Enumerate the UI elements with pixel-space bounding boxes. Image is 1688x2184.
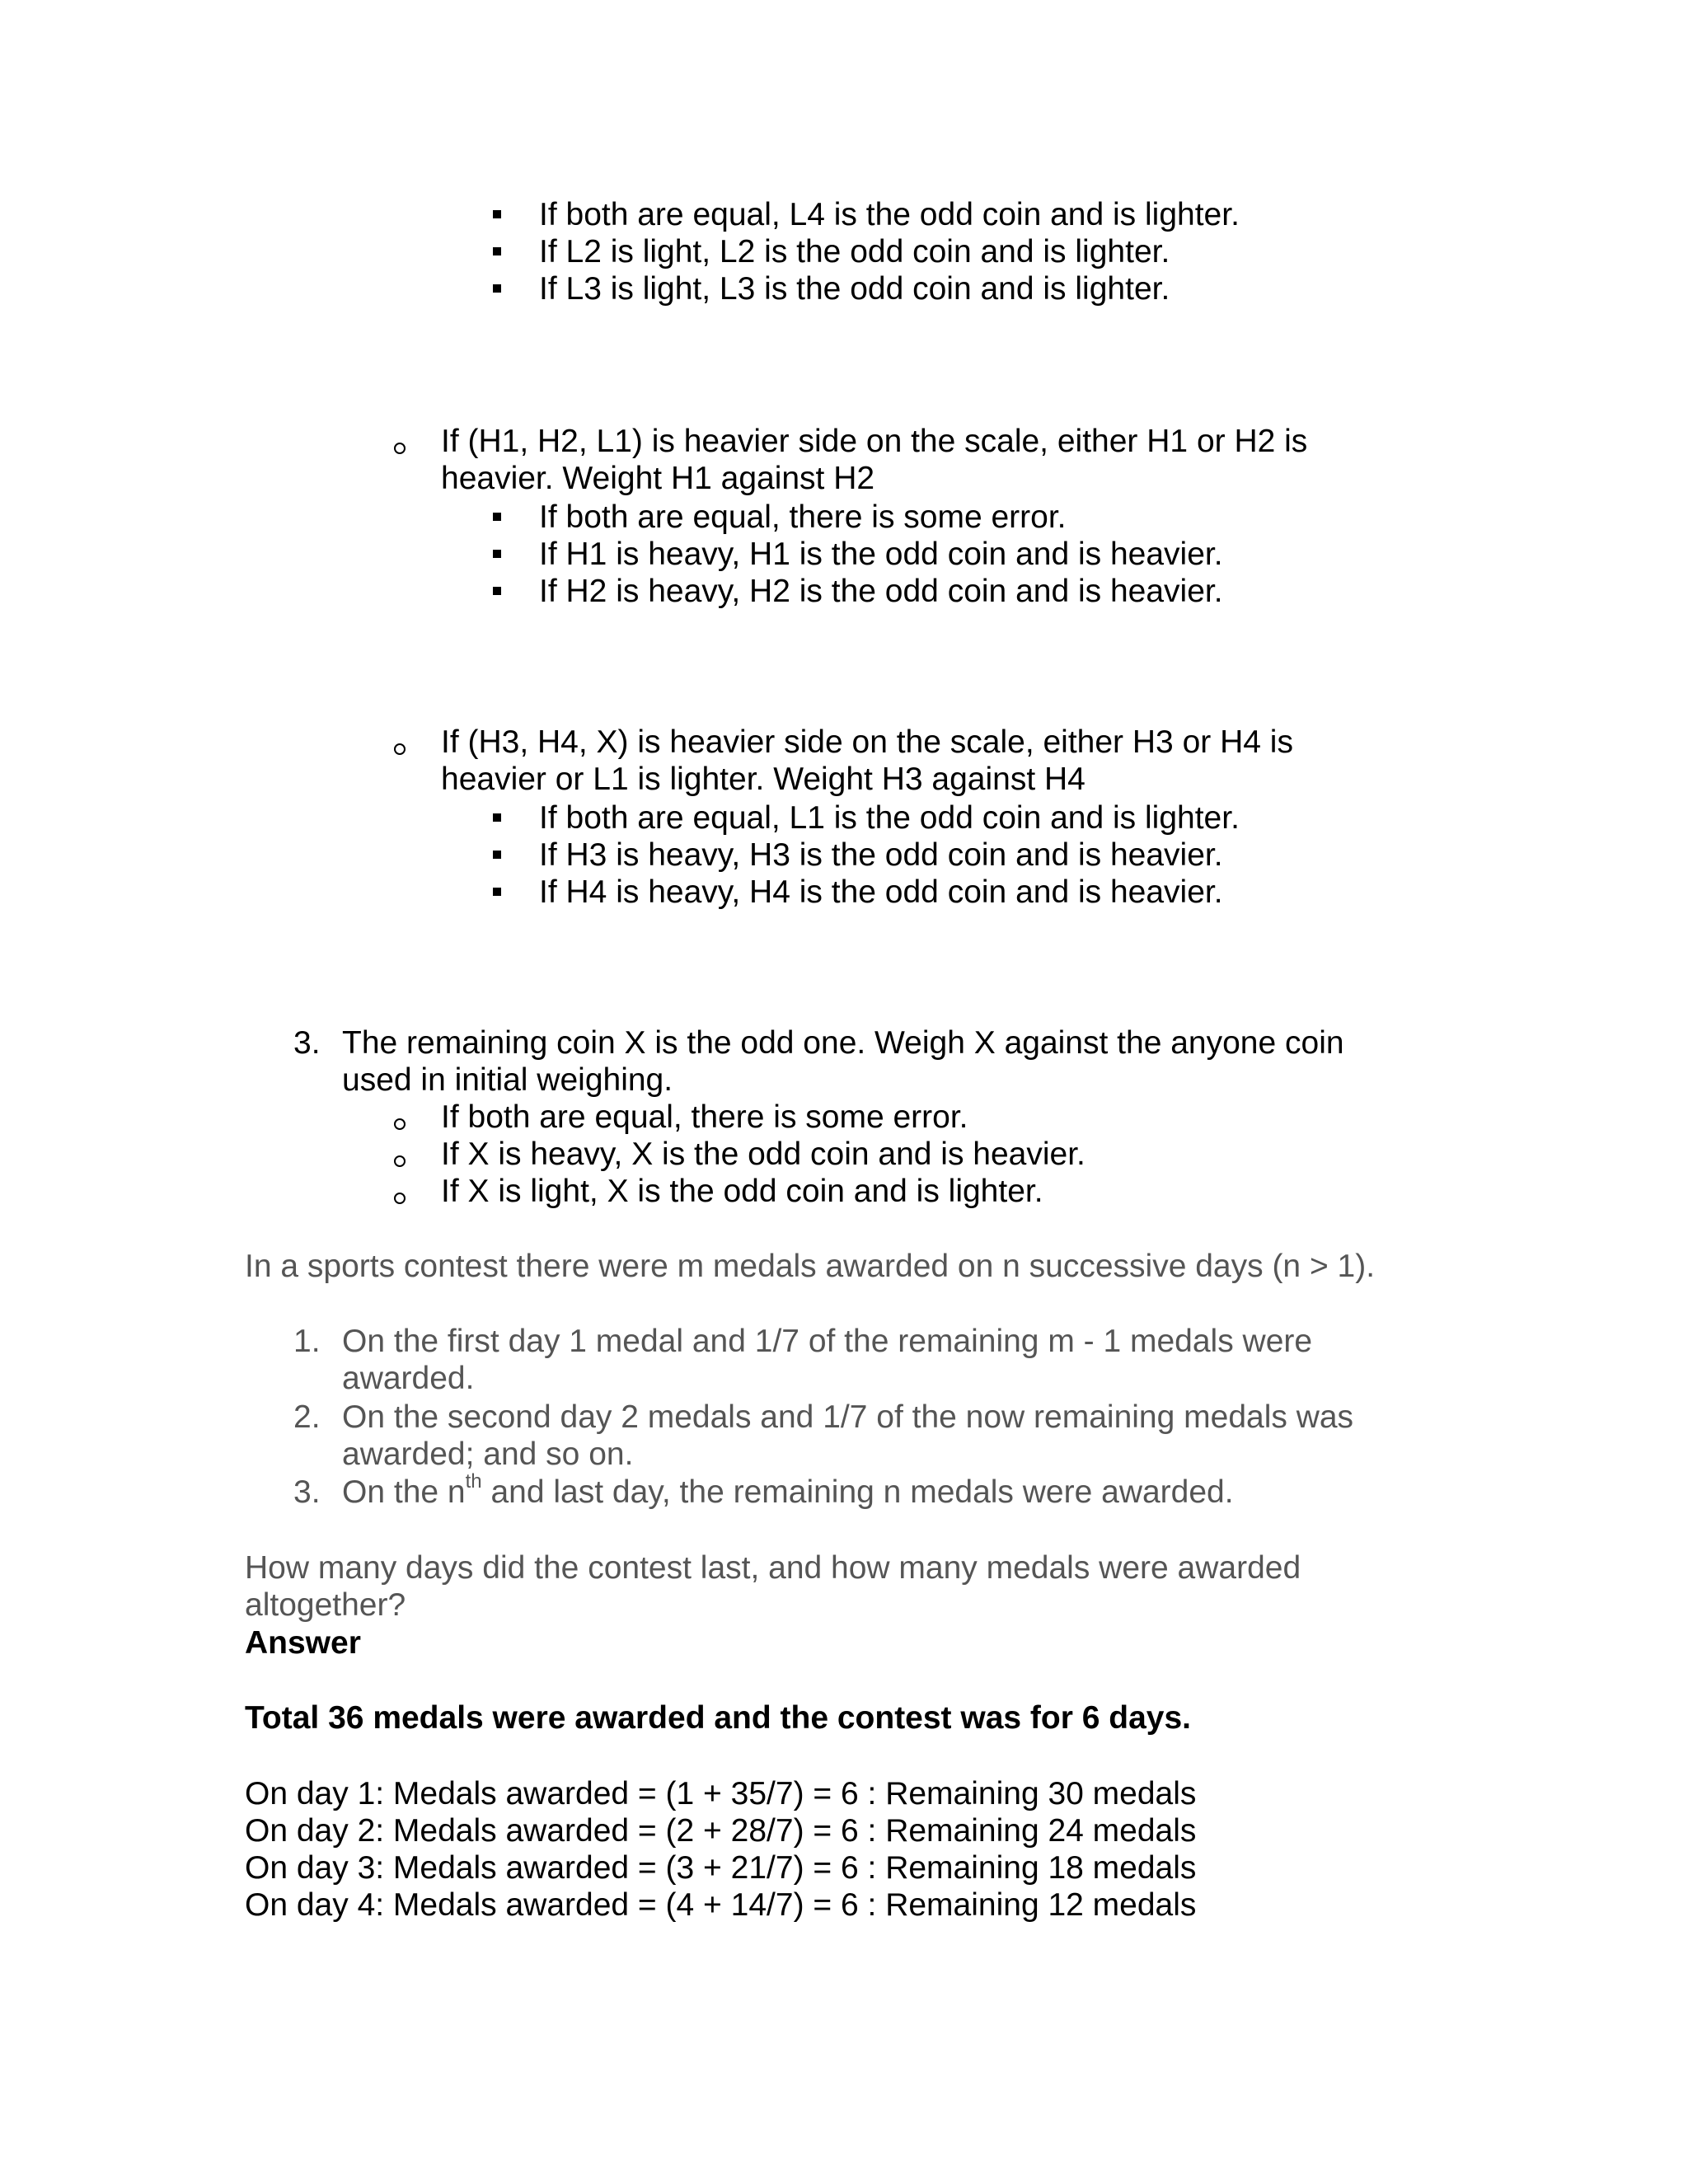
list-item: If L2 is light, L2 is the odd coin and is lighter.	[539, 234, 1170, 269]
square-bullet-icon	[493, 888, 501, 896]
block3-lead-line1: If (H3, H4, X) is heavier side on the scale, either H3 or H4 is	[441, 724, 1293, 760]
list-item: If L3 is light, L3 is the odd coin and is lighter.	[539, 271, 1170, 307]
answer-summary: Total 36 medals were awarded and the contest was for 6 days.	[245, 1700, 1192, 1736]
list-item: If both are equal, there is some error.	[539, 499, 1067, 535]
circle-bullet-icon	[394, 1155, 406, 1167]
square-bullet-icon	[493, 587, 501, 595]
puzzle-step3	[342, 1470, 1234, 1511]
block3-lead-line2: heavier or L1 is lighter. Weight H3 against H4	[441, 762, 1085, 797]
list-item: If both are equal, L4 is the odd coin and is lighter.	[539, 197, 1240, 232]
square-bullet-icon	[493, 210, 501, 218]
square-bullet-icon	[493, 813, 501, 822]
circle-bullet-icon	[394, 1118, 406, 1130]
list-item: If X is heavy, X is the odd coin and is heavier.	[441, 1137, 1085, 1172]
circle-bullet-icon	[394, 1193, 406, 1204]
list-item: If H4 is heavy, H4 is the odd coin and is heavier.	[539, 874, 1223, 910]
step3-line1: The remaining coin X is the odd one. Weigh X against the anyone coin	[342, 1025, 1344, 1061]
puzzle-step3-post: and last day, the remaining n medals were awarded.	[481, 1474, 1234, 1510]
puzzle-step2-line1: On the second day 2 medals and 1/7 of the now remaining medals was	[342, 1399, 1354, 1435]
circle-bullet-icon	[394, 443, 406, 454]
step-number: 1.	[293, 1324, 321, 1359]
square-bullet-icon	[493, 284, 501, 293]
list-item: If H1 is heavy, H1 is the odd coin and is heavier.	[539, 537, 1223, 572]
question-line2: altogether?	[245, 1587, 406, 1623]
square-bullet-icon	[493, 247, 501, 255]
puzzle-step1-line1: On the first day 1 medal and 1/7 of the remaining m - 1 medals were	[342, 1324, 1313, 1359]
block2-lead-line2: heavier. Weight H1 against H2	[441, 461, 875, 496]
answer-day-line: On day 3: Medals awarded = (3 + 21/7) = 6 : Remaining 18 medals	[245, 1850, 1197, 1886]
question-line1: How many days did the contest last, and how many medals were awarded	[245, 1550, 1301, 1586]
circle-bullet-icon	[394, 743, 406, 755]
answer-day-line: On day 2: Medals awarded = (2 + 28/7) = 6 : Remaining 24 medals	[245, 1813, 1197, 1849]
answer-day-line: On day 4: Medals awarded = (4 + 14/7) = 6 : Remaining 12 medals	[245, 1887, 1197, 1923]
list-item: If X is light, X is the odd coin and is lighter.	[441, 1174, 1043, 1209]
block2-lead-line1: If (H1, H2, L1) is heavier side on the scale, either H1 or H2 is	[441, 424, 1308, 459]
square-bullet-icon	[493, 851, 501, 859]
puzzle-step2-line2: awarded; and so on.	[342, 1436, 634, 1472]
square-bullet-icon	[493, 513, 501, 521]
puzzle-intro: In a sports contest there were m medals awarded on n successive days (n > 1).	[245, 1249, 1376, 1284]
step-number: 2.	[293, 1399, 321, 1435]
list-item: If H3 is heavy, H3 is the odd coin and is heavier.	[539, 837, 1223, 873]
list-item: If both are equal, L1 is the odd coin and is lighter.	[539, 800, 1240, 836]
step-number: 3.	[293, 1025, 321, 1061]
puzzle-step3-pre: On the n	[342, 1474, 466, 1510]
puzzle-step1-line2: awarded.	[342, 1361, 475, 1396]
ordinal-superscript: th	[465, 1470, 482, 1493]
step-number: 3.	[293, 1474, 321, 1510]
answer-day-line: On day 1: Medals awarded = (1 + 35/7) = 6 : Remaining 30 medals	[245, 1776, 1197, 1811]
answer-heading: Answer	[245, 1625, 361, 1661]
list-item: If both are equal, there is some error.	[441, 1099, 968, 1135]
list-item: If H2 is heavy, H2 is the odd coin and is heavier.	[539, 574, 1223, 609]
square-bullet-icon	[493, 550, 501, 558]
step3-line2: used in initial weighing.	[342, 1062, 673, 1098]
